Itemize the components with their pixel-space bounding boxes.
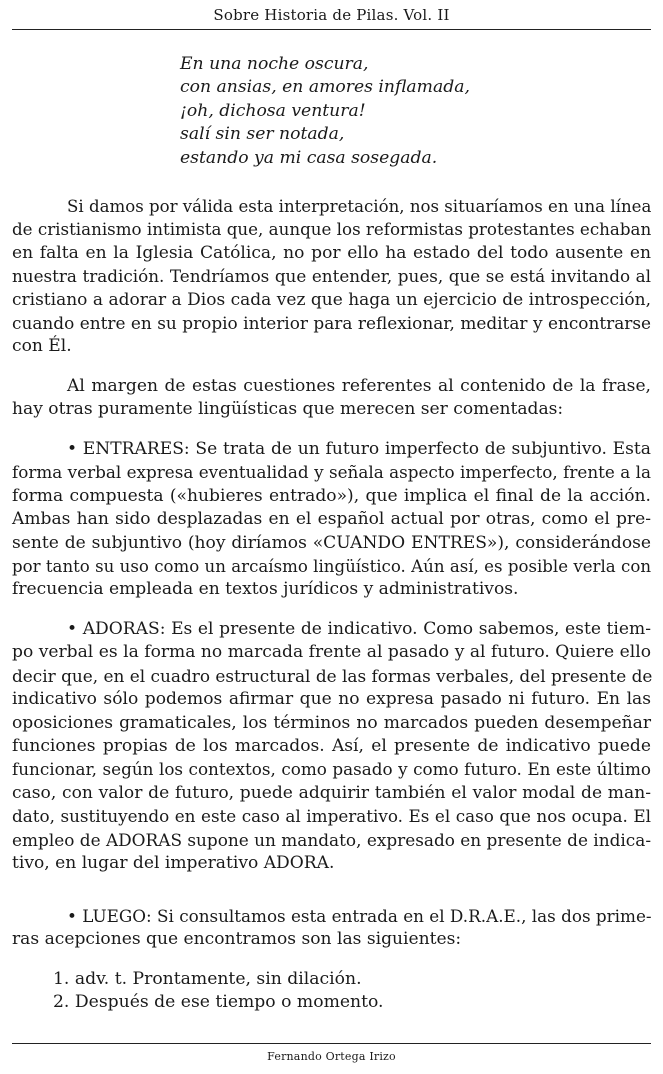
text-line: nuestra tradición. Tendríamos que entender, pues, que se está invitando al bbox=[12, 266, 651, 287]
text-line: funcionar, según los contextos, como pasado y como futuro. En este último bbox=[12, 759, 651, 780]
text-line: sente de subjuntivo (hoy diríamos «CUANDO ENTRES»), considerándose bbox=[12, 532, 651, 553]
definition-item: 1. adv. t. Prontamente, sin dilación. bbox=[53, 969, 362, 989]
text-line: empleo de ADORAS supone un mandato, expresado en presente de indica- bbox=[12, 829, 652, 850]
text-line: ras acepciones que encontramos son las siguientes: bbox=[12, 929, 462, 950]
text-line: • LUEGO: Si consultamos esta entrada en el D.R.A.E., las dos prime- bbox=[67, 906, 652, 926]
text-line: indicativo sólo podemos afirmar que no expresa pasado ni futuro. En las bbox=[12, 689, 651, 710]
poem-line: salí sin ser notada, bbox=[180, 124, 345, 145]
text-line: con Él. bbox=[12, 336, 72, 357]
text-line: en falta en la Iglesia Católica, no por ello ha estado del todo ausente en bbox=[12, 242, 651, 263]
text-line: funciones propias de los marcados. Así, el presente de indicativo puede bbox=[12, 736, 651, 757]
text-line: forma verbal expresa eventualidad y señala aspecto imperfecto, frente a la bbox=[12, 462, 651, 483]
running-header: Sobre Historia de Pilas. Vol. II bbox=[213, 6, 450, 24]
text-line: forma compuesta («hubieres entrado»), que implica el final de la acción. bbox=[12, 485, 651, 506]
paragraph-linguistic-intro bbox=[12, 375, 651, 422]
poem-line: estando ya mi casa sosegada. bbox=[180, 147, 438, 168]
text-line: frecuencia empleada en textos jurídicos y administrativos. bbox=[12, 579, 519, 600]
poem-line: con ansias, en amores inflamada, bbox=[180, 77, 470, 98]
text-line: hay otras puramente lingüísticas que merecen ser comentadas: bbox=[12, 399, 564, 420]
text-line: • ADORAS: Es el presente de indicativo. Como sabemos, este tiem- bbox=[67, 619, 651, 639]
text-line: oposiciones gramaticales, los términos no marcados pueden desempeñar bbox=[12, 712, 651, 733]
text-line: caso, con valor de futuro, puede adquirir también el valor modal de man- bbox=[12, 782, 651, 803]
text-line: decir que, en el cuadro estructural de las formas verbales, del presente de bbox=[12, 665, 653, 686]
text-line: Ambas han sido desplazadas en el español actual por otras, como el pre- bbox=[12, 509, 651, 530]
text-line: po verbal es la forma no marcada frente al pasado y al futuro. Quiere ello bbox=[12, 642, 651, 663]
text-line: por tanto su uso como un arcaísmo lingüístico. Aún así, es posible verla con bbox=[12, 557, 651, 577]
definition-list bbox=[53, 968, 384, 1015]
paragraph-interpretation bbox=[12, 195, 651, 359]
footer-rule bbox=[12, 1043, 651, 1044]
footer-author: Fernando Ortega Irizo bbox=[267, 1050, 396, 1063]
poem-line: En una noche oscura, bbox=[180, 54, 369, 74]
text-line: cuando entre en su propio interior para reflexionar, meditar y encontrarse bbox=[12, 313, 651, 334]
text-line: cristiano a adorar a Dios cada vez que haga un ejercicio de introspección, bbox=[12, 289, 651, 310]
text-line: Al margen de estas cuestiones referentes al contenido de la frase, bbox=[67, 376, 651, 396]
paragraph-luego bbox=[12, 905, 651, 952]
header-rule bbox=[12, 29, 651, 30]
text-line: • ENTRARES: Se trata de un futuro imperfecto de subjuntivo. Esta bbox=[67, 439, 651, 459]
paragraph-adoras bbox=[12, 618, 651, 875]
paragraph-entrares bbox=[12, 438, 651, 602]
poem-line: ¡oh, dichosa ventura! bbox=[180, 100, 366, 121]
text-line: tivo, en lugar del imperativo ADORA. bbox=[12, 853, 335, 874]
text-line: de cristianismo intimista que, aunque los reformistas protestantes echaban bbox=[12, 219, 652, 240]
text-line: Si damos por válida esta interpretación, nos situaríamos en una línea bbox=[67, 197, 652, 216]
definition-item: 2. Después de ese tiempo o momento. bbox=[53, 992, 384, 1013]
poem-quote bbox=[180, 53, 470, 170]
text-line: dato, sustituyendo en este caso al imperativo. Es el caso que nos ocupa. El bbox=[12, 806, 651, 827]
